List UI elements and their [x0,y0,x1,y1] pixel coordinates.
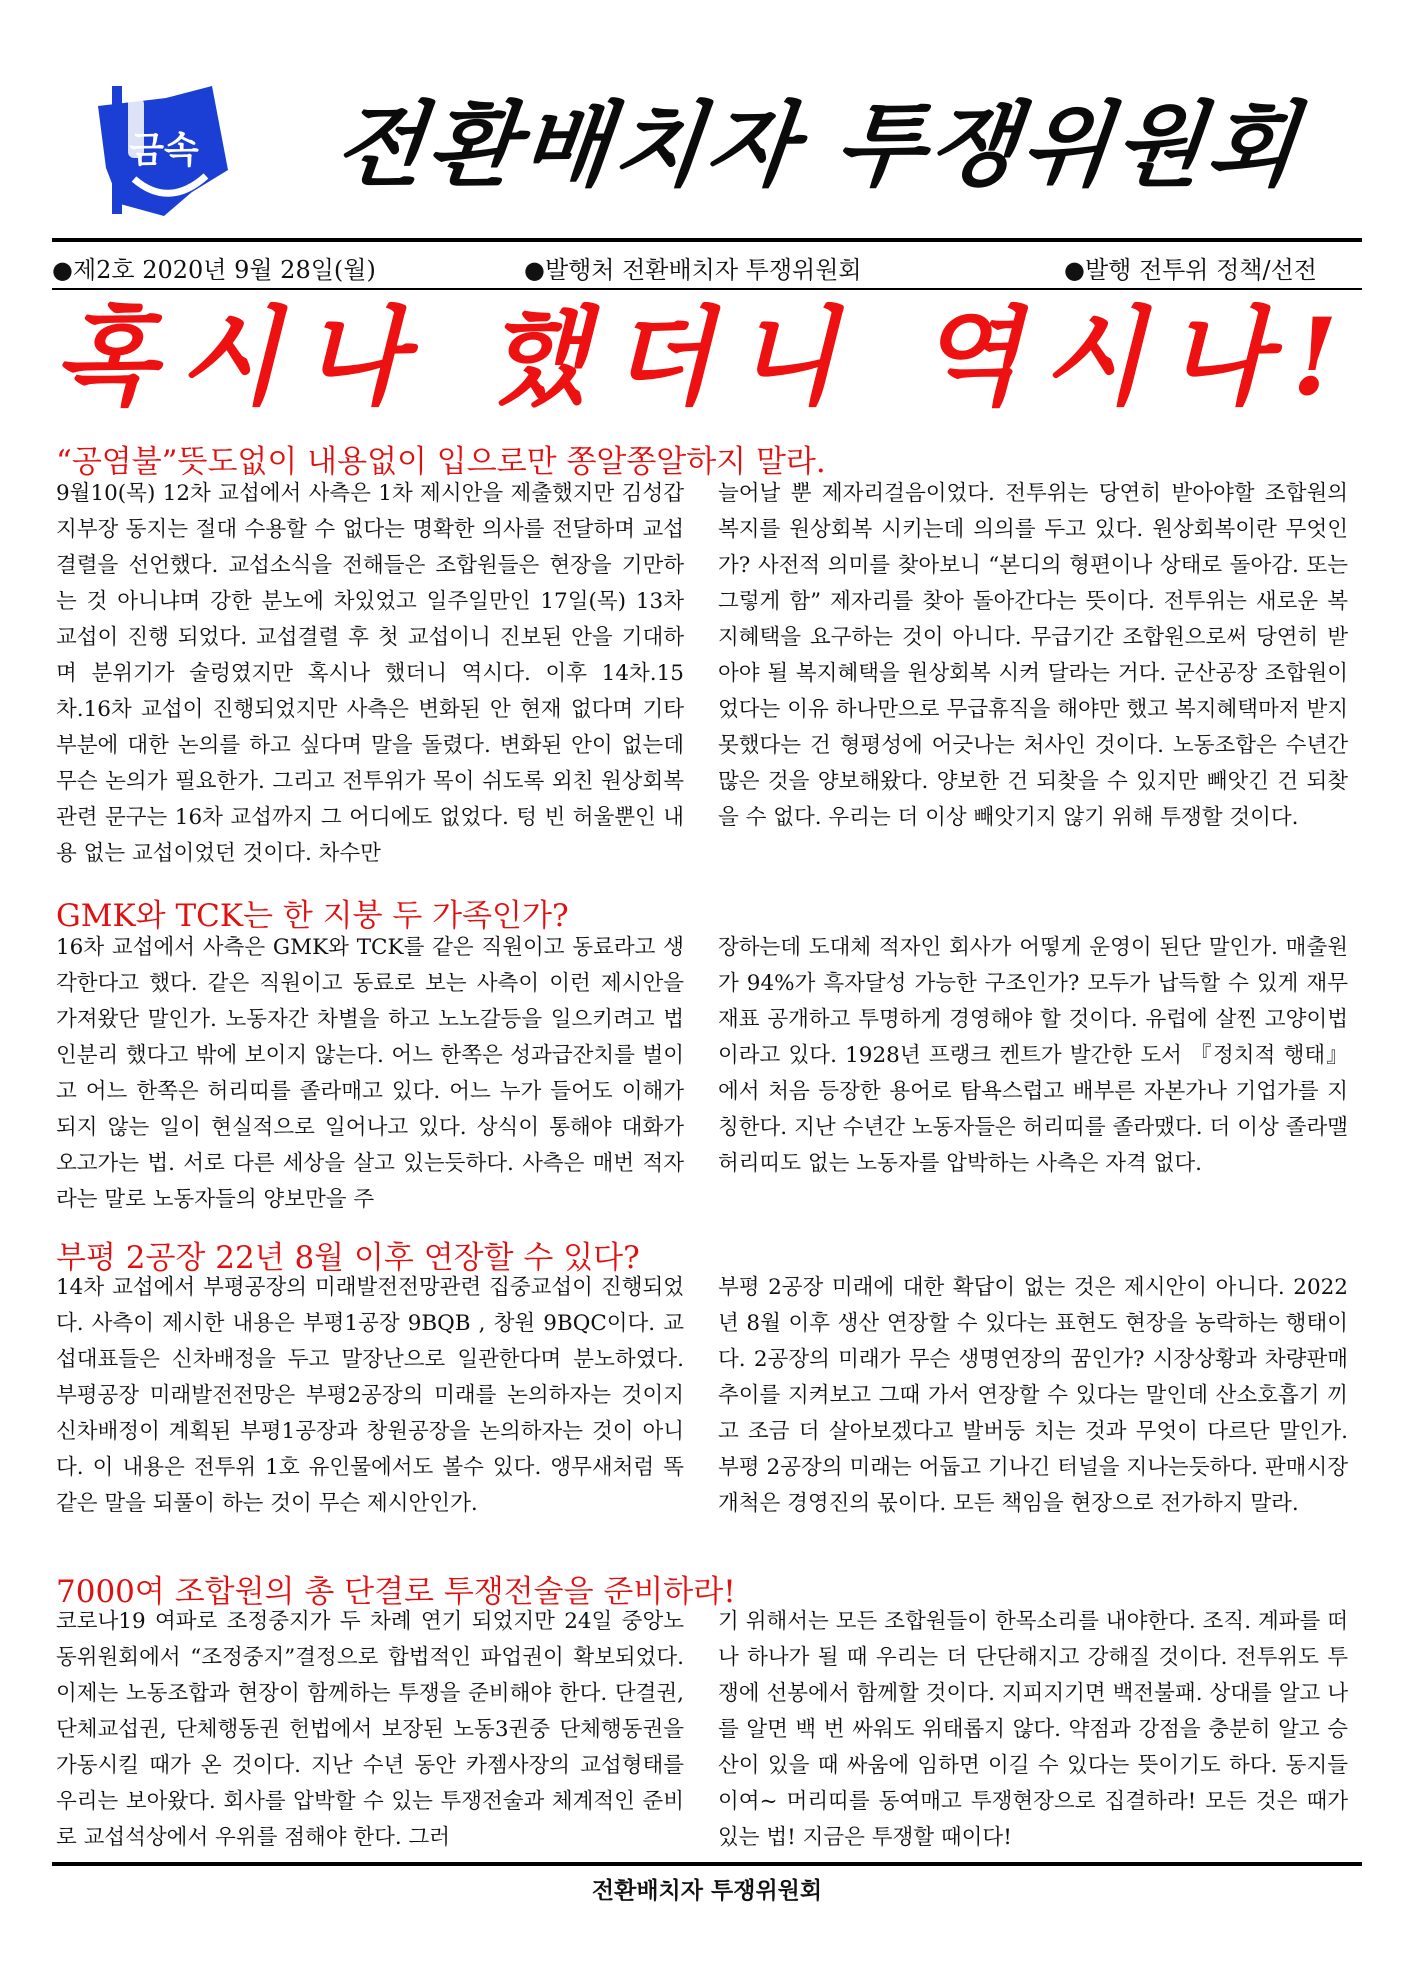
section-right-column: 기 위해서는 모든 조합원들이 한목소리를 내야한다. 조직. 계파를 떠나 하나가 될 때 우리는 더 단단해지고 강해질 것이다. 전투위도 투쟁에 선봉에서 함께할 것이다. 지피지기면 백전불패. 상대를 알고 나를 알면 백 번 싸워도 위태롭지 않다. 약점과 강점을 충분히 알고 승산이 있을 때 싸움에 임하면 이길 수 있다는 뜻이기도 하다. 동지들이여~ 머리띠를 동여매고 투쟁현장으로 집결하라! 모든 것은 때가 있는 법! 지금은 투쟁할 때이다! [718,1609,1348,1850]
logo-text: 금속 [129,130,199,171]
union-flag-logo [94,84,244,218]
newsletter-title: 전환배치자 투쟁위원회 [330,92,1307,199]
section-left-column: 코로나19 여파로 조정중지가 두 차례 연기 되었지만 24일 중앙노동위원회에서 “조정중지”결정으로 합법적인 파업권이 확보되었다. 이제는 노동조합과 현장이 함께하는 투쟁을 준비해야 한다. 단결권, 단체교섭권, 단체행동권 헌법에서 보장된 노동3권중 단체행동권을 가동시킬 때가 온 것이다. 지난 수년 동안 카젬사장의 교섭형태를 우리는 보아왔다. 회사를 압박할 수 있는 투쟁전술과 체계적인 준비로 교섭석상에서 우위를 점해야 한다. 그러 [56,1609,684,1850]
section-title: 7000여 조합원의 총 단결로 투쟁전술을 준비하라! [56,1574,736,1610]
issue-info: ●제2호 2020년 9월 28일(월) [52,256,376,284]
section-title: GMK와 TCK는 한 지붕 두 가족인가? [56,898,569,934]
divider-bottom [52,1862,1362,1866]
section-right-column: 장하는데 도대체 적자인 회사가 어떻게 운영이 된단 말인가. 매출원가 94%가 흑자달성 가능한 구조인가? 모두가 납득할 수 있게 재무재표 공개하고 투명하게 경영해야 할 것이다. 유럽에 살찐 고양이법이라고 있다. 1928년 프랭크 켄트가 발간한 도서 『정치적 행태』에서 처음 등장한 용어로 탐욕스럽고 배부른 자본가나 기업가를 지칭한다. 지난 수년간 노동자들은 허리띠를 졸라맸다. 더 이상 졸라맬 허리띠도 없는 노동자를 압박하는 사측은 자격 없다. [718,935,1348,1176]
divider-info [52,288,1362,290]
section-left-column: 9월10(목) 12차 교섭에서 사측은 1차 제시안을 제출했지만 김성갑 지부장 동지는 절대 수용할 수 없다는 명확한 의사를 전달하며 교섭결렬을 선언했다. 교섭소식을 전해들은 조합원들은 현장을 기만하는 것 아니냐며 강한 분노에 차있었고 일주일만인 17일(목) 13차 교섭이 진행 되었다. 교섭결렬 후 첫 교섭이니 진보된 안을 기대하며 분위기가 술렁였지만 혹시나 했더니 역시다. 이후 14차.15차.16차 교섭이 진행되었지만 사측은 변화된 안 현재 없다며 기타부분에 대한 논의를 하고 싶다며 말을 돌렸다. 변화된 안이 없는데 무슨 논의가 필요한가. 그리고 전투위가 목이 쉬도록 외친 원상회복 관련 문구는 16차 교섭까지 그 어디에도 없었다. 텅 빈 허울뿐인 내용 없는 교섭이었던 것이다. 차수만 [56,481,684,866]
section-left-column: 16차 교섭에서 사측은 GMK와 TCK를 같은 직원이고 동료라고 생각한다고 했다. 같은 직원이고 동료로 보는 사측이 이런 제시안을 가져왔단 말인가. 노동자간 차별을 하고 노노갈등을 일으키려고 법인분리 했다고 밖에 보이지 않는다. 어느 한쪽은 성과급잔치를 벌이고 어느 한쪽은 허리띠를 졸라매고 있다. 어느 누가 들어도 이해가 되지 않는 일이 현실적으로 일어나고 있다. 상식이 통해야 대화가 오고가는 법. 서로 다른 세상을 살고 있는듯하다. 사측은 매번 적자라는 말로 노동자들의 양보만을 주 [56,935,684,1212]
publisher-info: ●발행처 전환배치자 투쟁위원회 [524,256,862,284]
divider-top [52,238,1362,242]
section-right-column: 늘어날 뿐 제자리걸음이었다. 전투위는 당연히 받아야할 조합원의 복지를 원상회복 시키는데 의의를 두고 있다. 원상회복이란 무엇인가? 사전적 의미를 찾아보니 “본디의 형편이나 상태로 돌아감. 또는 그렇게 함” 제자리를 찾아 돌아간다는 뜻이다. 전투위는 새로운 복지혜택을 요구하는 것이 아니다. 무급기간 조합원으로써 당연히 받아야 될 복지혜택을 원상회복 시켜 달라는 거다. 군산공장 조합원이었다는 이유 하나만으로 무급휴직을 해야만 했고 복지혜택마저 받지 못했다는 건 형평성에 어긋나는 처사인 것이다. 노동조합은 수년간 많은 것을 양보해왔다. 양보한 건 되찾을 수 있지만 빼앗긴 건 되찾을 수 없다. 우리는 더 이상 빼앗기지 않기 위해 투쟁할 것이다. [718,481,1348,830]
masthead [88,78,1368,228]
section-left-column: 14차 교섭에서 부평공장의 미래발전전망관련 집중교섭이 진행되었다. 사측이 제시한 내용은 부평1공장 9BQB , 창원 9BQC이다. 교섭대표들은 신차배정을 두고 말장난으로 일관한다며 분노하였다. 부평공장 미래발전전망은 부평2공장의 미래를 논의하자는 것이지 신차배정이 계획된 부평1공장과 창원공장을 논의하자는 것이 아니다. 이 내용은 전투위 1호 유인물에서도 볼수 있다. 앵무새처럼 똑같은 말을 되풀이 하는 것이 무슨 제시안인가. [56,1275,684,1516]
section-right-column: 부평 2공장 미래에 대한 확답이 없는 것은 제시안이 아니다. 2022년 8월 이후 생산 연장할 수 있다는 표현도 현장을 농락하는 행태이다. 2공장의 미래가 무슨 생명연장의 꿈인가? 시장상황과 차량판매추이를 지켜보고 그때 가서 연장할 수 있다는 말인데 산소호흡기 끼고 조금 더 살아보겠다고 발버둥 치는 것과 무엇이 다르단 말인가. 부평 2공장의 미래는 어둡고 기나긴 터널을 지나는듯하다. 판매시장 개척은 경영진의 몫이다. 모든 책임을 현장으로 전가하지 말라. [718,1275,1348,1516]
section-title: 부평 2공장 22년 8월 이후 연장할 수 있다? [56,1240,640,1276]
section-title: “공염불”뜻도없이 내용없이 입으로만 쫑알쫑알하지 말라. [56,444,826,480]
info-bar [52,246,1362,286]
footer-organization: 전환배치자 투쟁위원회 [591,1878,823,1904]
headline: 혹시나 했더니 역시나! [54,294,1360,419]
issuer-info: ●발행 전투위 정책/선전 [1064,256,1317,284]
